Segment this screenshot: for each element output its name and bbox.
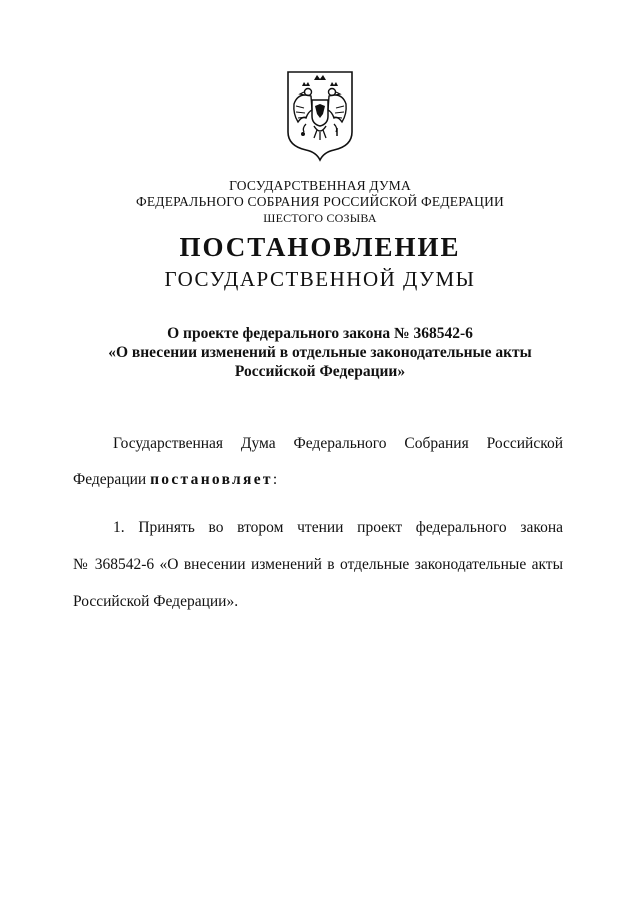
preamble-colon: : xyxy=(272,471,278,488)
preamble-line1: Государственная Дума Федерального Собрания Российской xyxy=(113,435,563,452)
preamble-line2 xyxy=(73,470,277,489)
subject-line2: «О внесении изменений в отдельные законодательные акты xyxy=(108,344,532,361)
preamble-line2-start: Федерации xyxy=(73,471,147,488)
convocation-label: ШЕСТОГО СОЗЫВА xyxy=(263,211,377,225)
subject-line1: О проекте федерального закона № 368542-6 xyxy=(167,325,473,342)
document-issuer: ГОСУДАРСТВЕННОЙ ДУМЫ xyxy=(164,267,476,291)
item1-line3: Российской Федерации». xyxy=(73,593,239,610)
coat-of-arms-icon xyxy=(284,70,356,162)
item1-line2: № 368542-6 «О внесении изменений в отдельные законодательные акты xyxy=(73,556,563,573)
org-name-line2: ФЕДЕРАЛЬНОГО СОБРАНИЯ РОССИЙСКОЙ ФЕДЕРАЦИИ xyxy=(136,194,504,209)
subject-line3: Российской Федерации» xyxy=(234,363,406,380)
document-type-title: ПОСТАНОВЛЕНИЕ xyxy=(179,232,461,262)
item1-line1: 1. Принять во втором чтении проект федерального закона xyxy=(113,519,563,536)
org-name-line1: ГОСУДАРСТВЕННАЯ ДУМА xyxy=(229,178,411,193)
preamble-verb: постановляет xyxy=(150,471,273,488)
